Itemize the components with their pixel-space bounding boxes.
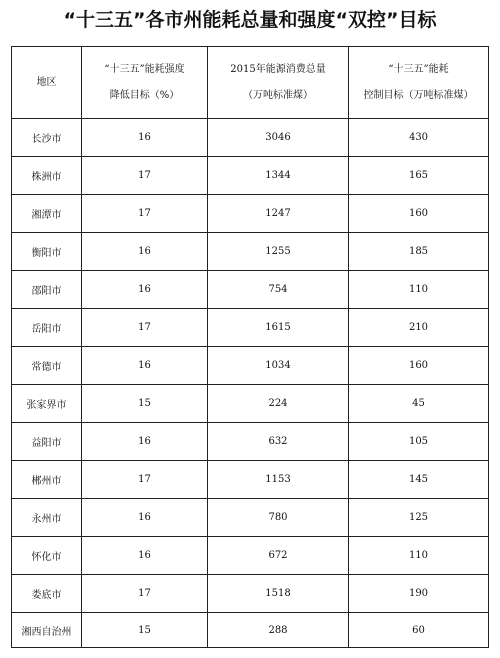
cell-consumption-2015: 288 <box>208 613 349 648</box>
table-row <box>12 537 489 575</box>
cell-region: 株洲市 <box>12 157 82 195</box>
table-body <box>12 119 489 648</box>
cell-consumption-2015: 1255 <box>208 233 349 271</box>
table-row <box>12 461 489 499</box>
cell-control-target: 430 <box>349 119 489 157</box>
cell-control-target: 60 <box>349 613 489 648</box>
cell-region: 湘西自治州 <box>12 613 82 648</box>
table-row <box>12 157 489 195</box>
cell-reduction-target: 16 <box>82 499 208 537</box>
cell-reduction-target: 15 <box>82 613 208 648</box>
cell-consumption-2015: 1344 <box>208 157 349 195</box>
cell-reduction-target: 16 <box>82 119 208 157</box>
cell-control-target: 125 <box>349 499 489 537</box>
cell-reduction-target: 17 <box>82 309 208 347</box>
cell-consumption-2015: 1034 <box>208 347 349 385</box>
document-title: “十三五”各市州能耗总量和强度“双控”目标 <box>63 9 437 31</box>
cell-consumption-2015: 1518 <box>208 575 349 613</box>
cell-control-target: 45 <box>349 385 489 423</box>
table-row <box>12 499 489 537</box>
cell-reduction-target: 16 <box>82 347 208 385</box>
cell-control-target: 110 <box>349 271 489 309</box>
header-reduction-line2: 降低目标（%） <box>109 89 180 101</box>
cell-consumption-2015: 780 <box>208 499 349 537</box>
cell-consumption-2015: 3046 <box>208 119 349 157</box>
header-control-target <box>349 47 489 119</box>
cell-consumption-2015: 1615 <box>208 309 349 347</box>
cell-region: 邵阳市 <box>12 271 82 309</box>
table-row <box>12 119 489 157</box>
cell-reduction-target: 15 <box>82 385 208 423</box>
cell-consumption-2015: 754 <box>208 271 349 309</box>
header-reduction-target <box>82 47 208 119</box>
cell-control-target: 110 <box>349 537 489 575</box>
table-row <box>12 195 489 233</box>
header-consumption-line2: （万吨标准煤） <box>243 89 313 101</box>
table-row <box>12 423 489 461</box>
cell-consumption-2015: 1247 <box>208 195 349 233</box>
header-consumption-line1: 2015年能源消费总量 <box>230 63 326 75</box>
energy-targets-table <box>11 46 489 648</box>
header-region-label: 地区 <box>36 76 57 88</box>
cell-control-target: 160 <box>349 195 489 233</box>
cell-region: 永州市 <box>12 499 82 537</box>
cell-reduction-target: 17 <box>82 575 208 613</box>
table-row <box>12 575 489 613</box>
cell-consumption-2015: 224 <box>208 385 349 423</box>
cell-reduction-target: 16 <box>82 537 208 575</box>
cell-consumption-2015: 1153 <box>208 461 349 499</box>
table-row <box>12 271 489 309</box>
cell-region: 怀化市 <box>12 537 82 575</box>
cell-region: 郴州市 <box>12 461 82 499</box>
header-control-line1: “十三五”能耗 <box>388 63 449 75</box>
cell-reduction-target: 17 <box>82 195 208 233</box>
cell-region: 娄底市 <box>12 575 82 613</box>
table-row <box>12 613 489 648</box>
cell-control-target: 190 <box>349 575 489 613</box>
header-control-line2: 控制目标（万吨标准煤） <box>363 89 474 101</box>
cell-region: 张家界市 <box>12 385 82 423</box>
cell-reduction-target: 17 <box>82 157 208 195</box>
cell-control-target: 145 <box>349 461 489 499</box>
cell-control-target: 210 <box>349 309 489 347</box>
cell-control-target: 165 <box>349 157 489 195</box>
header-consumption-2015 <box>208 47 349 119</box>
cell-region: 岳阳市 <box>12 309 82 347</box>
cell-reduction-target: 16 <box>82 423 208 461</box>
cell-control-target: 185 <box>349 233 489 271</box>
table-row <box>12 347 489 385</box>
cell-control-target: 105 <box>349 423 489 461</box>
table-row <box>12 309 489 347</box>
cell-reduction-target: 16 <box>82 233 208 271</box>
cell-region: 长沙市 <box>12 119 82 157</box>
table-row <box>12 385 489 423</box>
table-header-row <box>12 47 489 119</box>
table-row <box>12 233 489 271</box>
cell-reduction-target: 16 <box>82 271 208 309</box>
cell-consumption-2015: 632 <box>208 423 349 461</box>
cell-reduction-target: 17 <box>82 461 208 499</box>
header-reduction-line1: “十三五”能耗强度 <box>104 63 185 75</box>
cell-region: 衡阳市 <box>12 233 82 271</box>
cell-consumption-2015: 672 <box>208 537 349 575</box>
header-region <box>12 47 82 119</box>
cell-region: 益阳市 <box>12 423 82 461</box>
cell-region: 常德市 <box>12 347 82 385</box>
cell-region: 湘潭市 <box>12 195 82 233</box>
cell-control-target: 160 <box>349 347 489 385</box>
